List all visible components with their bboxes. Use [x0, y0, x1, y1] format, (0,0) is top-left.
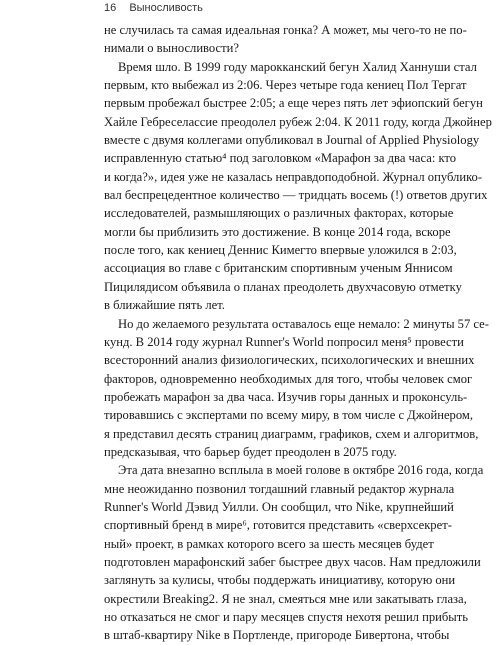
text-line: Но до желаемого результата оставалось еще немало: 2 минуты 57 се-	[118, 316, 489, 331]
text-line: окрестили Breaking2. Я не знал, смеяться мне или закатывать глаза,	[104, 591, 467, 606]
text-line: ный» проект, в рамках которого всего за шесть месяцев будет	[104, 536, 434, 551]
text-line: в штаб-квартиру Nike в Портленде, пригороде Бивертона, чтобы	[104, 628, 450, 643]
text-line: но отказаться не смог и пару месяцев спустя нехотя решил прибыть	[104, 610, 469, 624]
running-title: Выносливость	[129, 2, 203, 14]
text-line: первым, кто выбежал из 2:06. Через четыре года кениец Пол Тергат	[104, 78, 467, 93]
text-line: вместе с двумя коллегами опубликовал в Journal of Applied Physiology	[104, 133, 480, 148]
text-line: Пицилядисом объявила о планах преодолеть двухчасовую отметку	[104, 279, 462, 294]
text-line: не случилась та самая идеальная гонка? А может, мы чего-то не по-	[104, 23, 467, 37]
text-line: всесторонний анализ физиологических, психологических и внешних	[104, 353, 475, 368]
running-head	[104, 2, 203, 14]
text-line: Runner's World Дэвид Уилли. Он сообщил, что Nike, крупнейший	[104, 499, 454, 514]
text-line: подготовлен марафонский забег быстрее двух часов. Нам предложили	[104, 554, 481, 569]
text-line: спортивный бренд в мире⁶, готовится представить «сверхсекрет-	[104, 518, 452, 533]
text-line: исправленную статью⁴ под заголовком «Марафон за два часа: кто	[104, 151, 457, 166]
text-line: вал беспрецедентное количество — тридцать восемь (!) ответов других	[104, 188, 488, 203]
text-line: ассоциация во главе с британским спортивным ученым Яннисом	[104, 261, 453, 276]
text-line: я представил десять страниц диаграмм, графиков, схем и алгоритмов,	[104, 426, 479, 441]
body-text	[104, 21, 492, 645]
text-line: пробежать марафон за два часа. Изучив горы данных и проконсуль-	[104, 389, 468, 404]
text-line: факторов, одновременно необходимых для того, чтобы человек смог	[104, 371, 473, 386]
text-line: Время шло. В 1999 году марокканский бегун Халид Ханнуши стал	[118, 59, 477, 74]
text-line: мне неожиданно позвонил тогдашний главный редактор журнала	[104, 481, 455, 496]
text-line: после того, как кениец Деннис Кимегто впервые уложился в 2:03,	[104, 243, 457, 258]
text-line: первым пробежал быстрее 2:05; а еще через пять лет эфиопский бегун	[104, 96, 483, 111]
text-line: Хайле Гебреселассие преодолел рубеж 2:04. К 2011 году, когда Джойнер	[104, 114, 492, 129]
text-line: могли бы приблизить это достижение. В конце 2014 года, вскоре	[104, 224, 451, 239]
text-line: предсказывая, что барьер будет преодолен в 2075 году.	[104, 444, 397, 459]
text-line: Эта дата внезапно всплыла в моей голове в октябре 2016 года, когда	[118, 463, 484, 478]
text-line: нимали о выносливости?	[104, 41, 239, 56]
text-line: тировавшись с экспертами по всему миру, в том числе с Джойнером,	[104, 408, 473, 423]
text-line: и когда?», идея уже не казалась неправдоподобной. Журнал опублико-	[104, 169, 483, 184]
text-line: в ближайшие пять лет.	[104, 298, 225, 313]
text-line: исследователей, размышляющих о различных факторах, которые	[104, 206, 454, 221]
page-number: 16	[104, 2, 117, 14]
text-line: кунд. В 2014 году журнал Runner's World попросил меня⁵ провести	[104, 334, 464, 349]
text-line: заглянуть за кулисы, чтобы поддержать инициативу, которую они	[104, 573, 456, 588]
